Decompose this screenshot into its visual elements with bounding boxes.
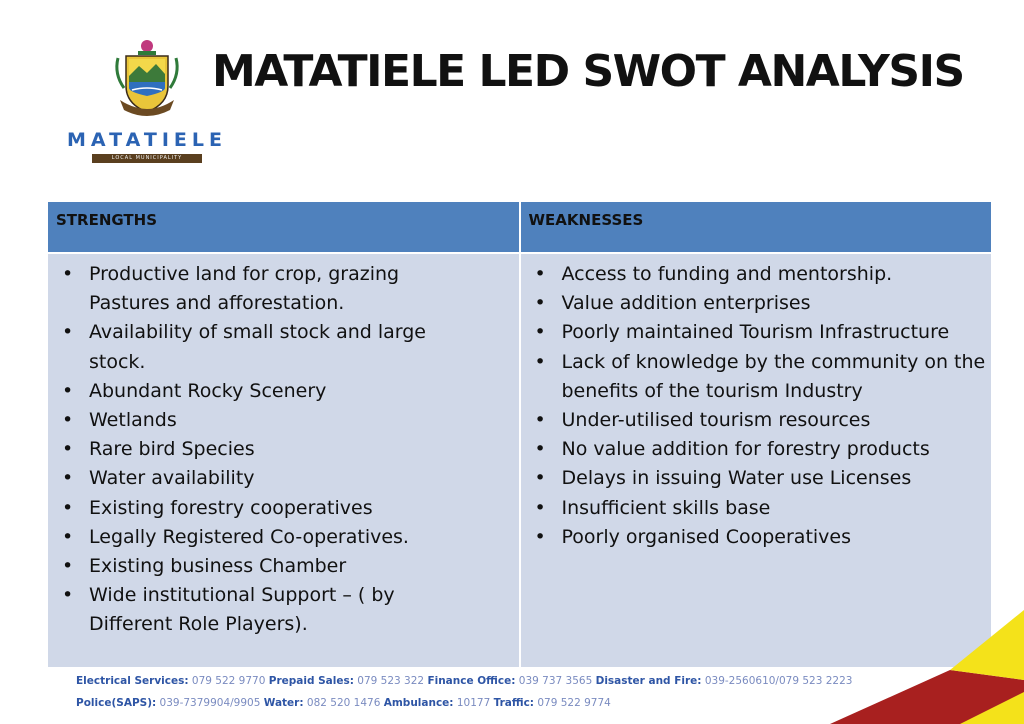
list-item: • No value addition for forestry products	[529, 435, 982, 464]
electrical-number: 079 522 9770	[191, 675, 266, 687]
finance-label: Finance Office:	[427, 675, 516, 687]
list-item: • Access to funding and mentorship.	[529, 260, 982, 289]
electrical-label: Electrical Services:	[76, 675, 189, 687]
list-item: • Insufficient skills base	[529, 494, 982, 523]
list-item: • Value addition enterprises	[529, 289, 982, 318]
list-item: benefits of the tourism Industry	[561, 379, 863, 402]
list-item: • Rare bird Species	[56, 435, 509, 464]
list-item: • Lack of knowledge by the community on the	[529, 348, 982, 377]
water-label: Water:	[263, 697, 304, 709]
prepaid-number: 079 523 322	[357, 675, 425, 687]
ambulance-label: Ambulance:	[383, 697, 454, 709]
list-item: stock.	[89, 350, 146, 373]
list-item: • Water availability	[56, 464, 509, 493]
contact-line-1	[76, 670, 852, 692]
logo-subtitle: LOCAL MUNICIPALITY	[92, 154, 202, 163]
contact-line-2	[76, 692, 852, 714]
water-number: 082 520 1476	[306, 697, 381, 709]
list-item: • Under-utilised tourism resources	[529, 406, 982, 435]
list-item: • Availability of small stock and large	[56, 318, 509, 347]
list-item: • Wide institutional Support – ( by	[56, 581, 509, 610]
strengths-cell	[47, 253, 520, 668]
coat-of-arms-icon	[112, 38, 182, 118]
weaknesses-list	[529, 260, 986, 552]
municipality-logo	[62, 38, 232, 170]
list-item: Different Role Players).	[89, 613, 308, 636]
traffic-number: 079 522 9774	[537, 697, 611, 709]
disaster-number: 039-2560610/079 523 2223	[704, 675, 853, 687]
table-header-row	[47, 201, 992, 253]
list-item: • Poorly organised Cooperatives	[529, 523, 982, 552]
disaster-label: Disaster and Fire:	[595, 675, 702, 687]
weaknesses-header: WEAKNESSES	[520, 201, 993, 253]
prepaid-label: Prepaid Sales:	[268, 675, 354, 687]
swot-table	[46, 200, 993, 669]
list-item: • Legally Registered Co-operatives.	[56, 523, 509, 552]
corner-decoration	[760, 600, 1024, 724]
traffic-label: Traffic:	[493, 697, 534, 709]
list-item: • Productive land for crop, grazing	[56, 260, 509, 289]
list-item: • Poorly maintained Tourism Infrastructure	[529, 318, 982, 347]
page-title: MATATIELE LED SWOT ANALYSIS	[212, 46, 964, 97]
list-item: • Delays in issuing Water use Licenses	[529, 464, 982, 493]
police-number: 039-7379904/9905	[159, 697, 261, 709]
list-item: Pastures and afforestation.	[89, 292, 345, 315]
list-item: • Wetlands	[56, 406, 509, 435]
list-item: • Abundant Rocky Scenery	[56, 377, 509, 406]
strengths-header: STRENGTHS	[47, 201, 520, 253]
list-item: • Existing business Chamber	[56, 552, 509, 581]
police-label: Police(SAPS):	[76, 697, 157, 709]
strengths-list	[56, 260, 509, 640]
ambulance-number: 10177	[456, 697, 491, 709]
logo-wordmark: MATATIELE	[67, 129, 227, 151]
contact-footer	[76, 670, 852, 714]
finance-number: 039 737 3565	[518, 675, 593, 687]
list-item: • Existing forestry cooperatives	[56, 494, 509, 523]
